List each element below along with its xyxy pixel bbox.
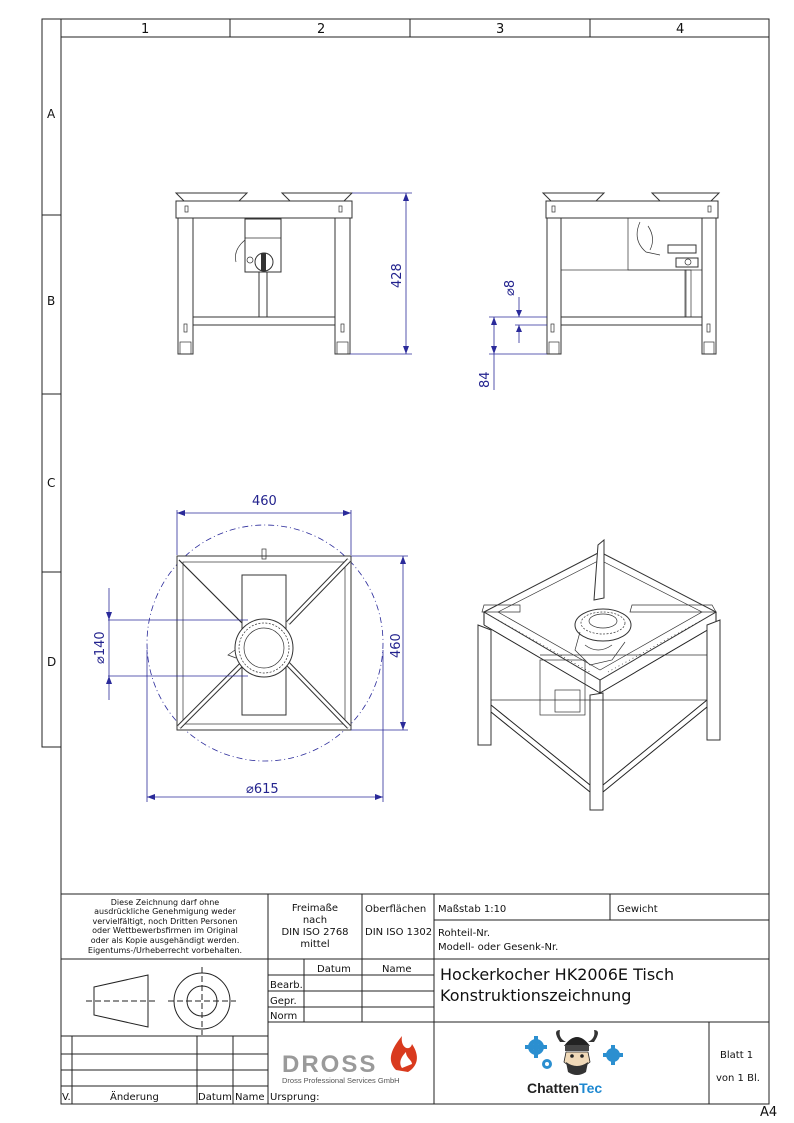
col-date: Datum xyxy=(317,964,351,975)
dross-logo-text: DROSS xyxy=(282,1051,378,1078)
row-gepr: Gepr. xyxy=(270,996,297,1007)
front-view xyxy=(176,193,352,354)
weight-label: Gewicht xyxy=(617,904,658,915)
zone-row-a: A xyxy=(47,107,56,121)
projection-symbol-icon xyxy=(86,967,236,1035)
row-bearb: Bearb. xyxy=(270,980,303,991)
zone-col-1: 1 xyxy=(141,22,150,37)
dim-clearance-84: 84 xyxy=(478,371,493,388)
zone-row-d: D xyxy=(47,655,57,669)
tolerance-line-1: Freimaße xyxy=(291,903,339,914)
raw-part-label: Rohteil-Nr. xyxy=(438,928,491,939)
rev-v: V. xyxy=(62,1092,71,1103)
dimension-height xyxy=(350,193,412,354)
side-view xyxy=(543,193,719,354)
top-view xyxy=(93,494,408,802)
copyright-line-6: Eigentums-/Urheberrecht vorbehalten. xyxy=(87,946,243,955)
copyright-line-3: vervielfältigt, noch Dritten Personen xyxy=(92,917,238,926)
dim-burner-140: ⌀140 xyxy=(93,631,108,664)
sheet-total: von 1 Bl. xyxy=(716,1073,760,1084)
zone-row-b: B xyxy=(47,294,56,308)
surface-label: Oberflächen xyxy=(365,904,427,915)
tolerance-line-3: DIN ISO 2768 xyxy=(281,927,349,938)
dross-logo-subtitle: Dross Professional Services GmbH xyxy=(282,1076,400,1085)
dimension-tube xyxy=(478,280,547,390)
origin-label: Ursprung: xyxy=(270,1092,320,1103)
tolerance-line-2: nach xyxy=(302,915,328,926)
rev-change: Änderung xyxy=(110,1092,159,1103)
dross-logo xyxy=(282,1036,417,1085)
drawing-title-1: Hockerkocher HK2006E Tisch xyxy=(440,965,675,984)
surface-value: DIN ISO 1302 xyxy=(365,927,433,938)
dim-height-428: 428 xyxy=(390,263,405,288)
rev-name: Name xyxy=(235,1092,265,1103)
sheet-number: Blatt 1 xyxy=(720,1050,754,1061)
chattentec-text: ChattenTec xyxy=(527,1080,603,1096)
viking-mascot-icon xyxy=(556,1030,598,1075)
dim-tube-dia: ⌀8 xyxy=(503,279,518,296)
model-label: Modell- oder Gesenk-Nr. xyxy=(438,942,559,953)
copyright-line-1: Diese Zeichnung darf ohne xyxy=(110,898,220,907)
dim-width-460: 460 xyxy=(252,494,277,509)
row-norm: Norm xyxy=(270,1011,298,1022)
isometric-view xyxy=(478,540,720,810)
copyright-line-4: oder Wettbewerbsfirmen im Original xyxy=(92,926,238,935)
paper-format: A4 xyxy=(760,1105,778,1120)
rev-date: Datum xyxy=(198,1092,232,1103)
zone-col-4: 4 xyxy=(676,22,685,37)
chattentec-logo xyxy=(525,1030,623,1096)
zone-col-2: 2 xyxy=(317,22,326,37)
zone-row-c: C xyxy=(47,476,56,490)
dim-ring-615: ⌀615 xyxy=(246,782,279,797)
copyright-line-5: oder als Kopie ausgehändigt werden. xyxy=(90,936,240,945)
tolerance-line-4: mittel xyxy=(300,939,330,950)
zone-col-3: 3 xyxy=(496,22,505,37)
title-block xyxy=(61,894,769,1104)
col-name: Name xyxy=(382,964,412,975)
dim-depth-460: 460 xyxy=(389,633,404,658)
copyright-line-2: ausdrückliche Genehmigung weder xyxy=(94,907,236,916)
scale-label: Maßstab 1:10 xyxy=(438,904,507,915)
drawing-title-2: Konstruktionszeichnung xyxy=(440,986,632,1005)
